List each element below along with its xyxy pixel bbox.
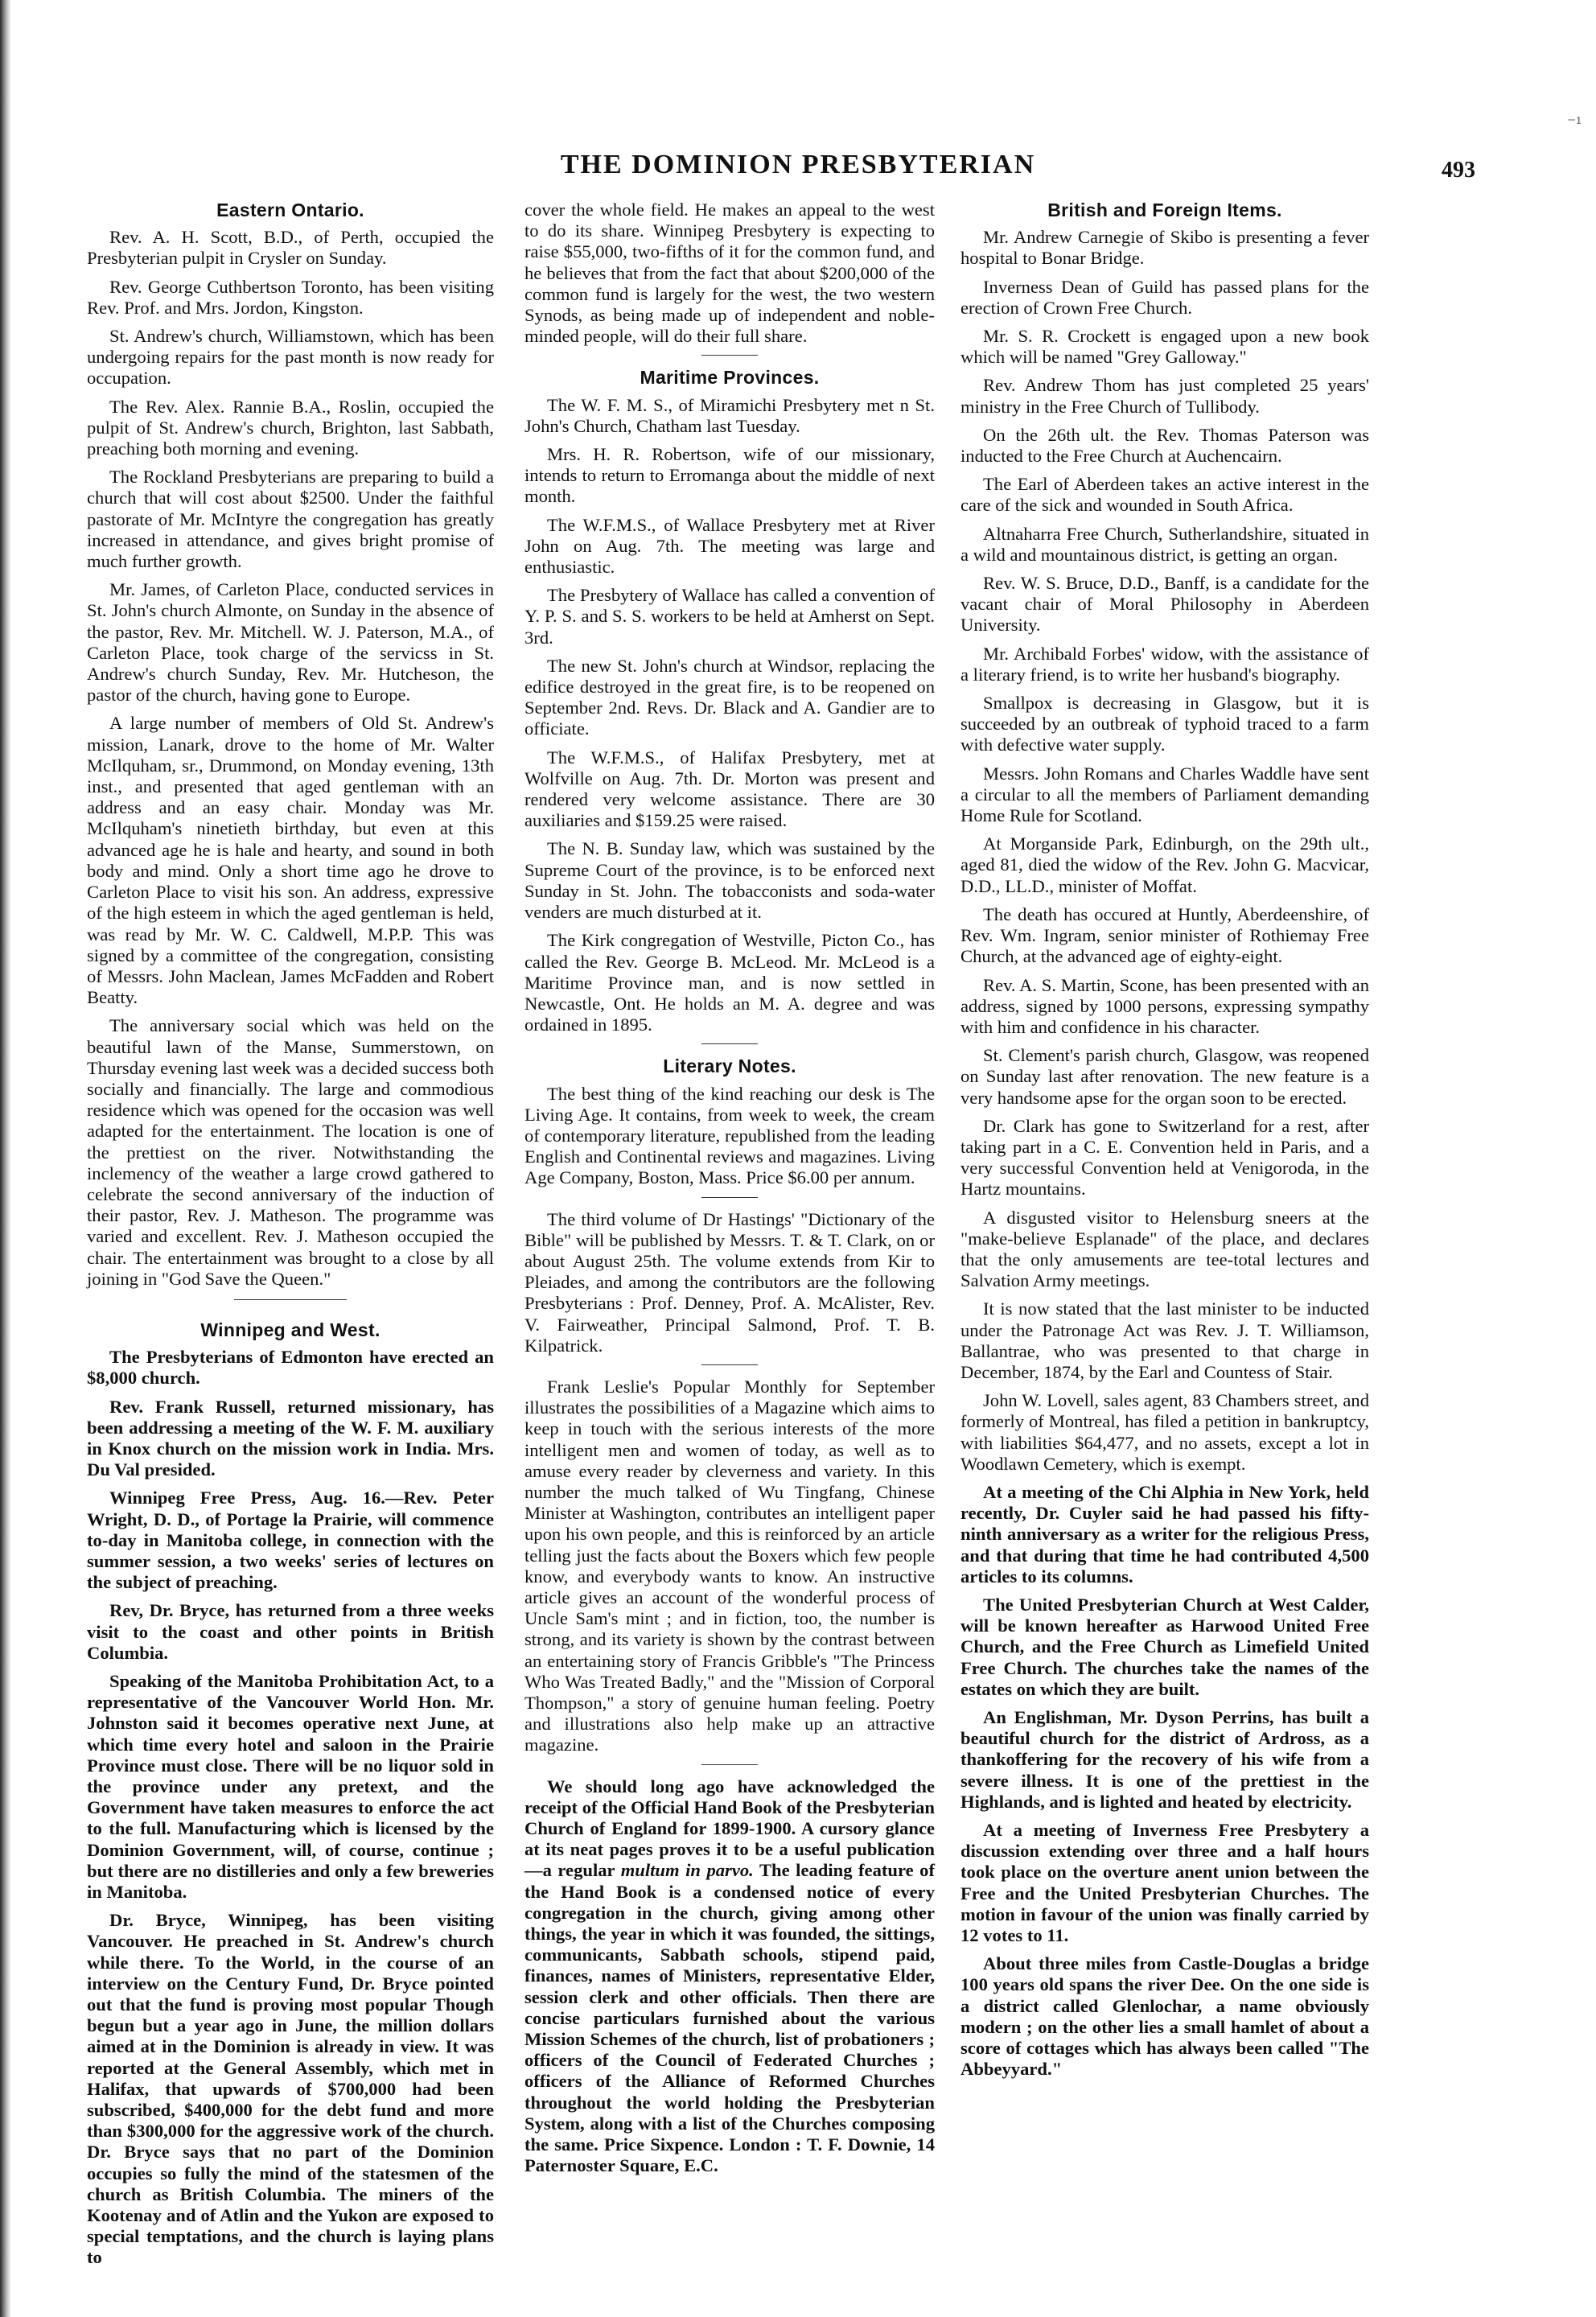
section-heading-winnipeg: Winnipeg and West. [200,1319,380,1340]
paragraph: Rev. W. S. Bruce, D.D., Banff, is a candidate for the vacant chair of Moral Philosophy in Aberdeen University. [960,573,1369,636]
latin-phrase: multum in parvo. [620,1860,754,1881]
paragraph: Rev, Dr. Bryce, has returned from a three weeks visit to the coast and other points in British Columbia. [87,1600,494,1663]
item-divider [701,1364,758,1365]
paragraph: The Presbyterians of Edmonton have erected an $8,000 church. [87,1347,494,1389]
column-middle [524,200,935,2183]
british-items-continued [960,1482,1369,2080]
section-heading-eastern-ontario: Eastern Ontario. [216,200,364,220]
paragraph-text: The leading feature of the Hand Book is a condensed notice of every congregation in the church, giving among other things, the year in which it was founded, the sittings, communicants, Sabbath schools, stipend paid, finances, names of Ministers, representative Elder, session clerk and other officials. Then there are concise particulars furnished about the various Mission Schemes of the church, list of probationers ; officers of the Council of Federated Churches ; officers of the Alliance of Reformed Churches throughout the world holding the Presbyterian System, along with a list of the Churches composing the same. Price Sixpence. London : T. F. Downie, 14 Paternoster Square, E.C. [524,1860,935,2176]
column-left [87,200,494,2276]
column-right [960,200,1369,2087]
paragraph: John W. Lovell, sales agent, 83 Chambers street, and formerly of Montreal, has filed a petition in bankruptcy, with liabilities $64,477, and no assets, except a lot in Woodlawn Cemetery, which is exempt. [960,1390,1369,1474]
paragraph: The third volume of Dr Hastings' "Dictionary of the Bible" will be published by Messrs. T. & T. Clark, on or about August 25th. The volume extends from Kir to Pleiades, and among the contributors are the following Presbyterians : Prof. Denney, Prof. A. McAlister, Rev. V. Fairweather, Principal Salmond, Prof. T. B. Kilpatrick. [524,1208,935,1356]
paragraph: At a meeting of Inverness Free Presbytery a discussion extending over three and a half hours took place on the overture anent union between the Free and the United Presbyterian Churches. The motion in favour of the union was finally carried by 12 votes to 11. [960,1820,1369,1946]
paragraph: The United Presbyterian Church at West Calder, will be known hereafter as Harwood United Free Church, and the Free Church as Limefield United Free Church. The churches take the names of the estates on which they are built. [960,1594,1369,1699]
paragraph: Mr. S. R. Crockett is engaged upon a new book which will be named "Grey Galloway." [960,326,1369,368]
item-divider [701,1197,758,1198]
running-title: THE DOMINION PRESBYTERIAN [560,150,1036,179]
paragraph: On the 26th ult. the Rev. Thomas Paterson was inducted to the Free Church at Auchencairn. [960,424,1369,467]
paragraph [524,1776,935,2177]
paragraph: The Earl of Aberdeen takes an active interest in the care of the sick and wounded in South Africa. [960,474,1369,516]
paragraph: Frank Leslie's Popular Monthly for September illustrates the possibilities of a Magazine which aims to keep in touch with the serious interests of the more intelligent men and women of today, as well as to amuse every reader by cleverness and variety. In this number the much talked of Wu Tingfang, Chinese Minister at Washington, contributes an intelligent paper upon his own people, and this is reinforced by an article telling just the facts about the Boxers which few people know, and everybody wants to know. An instructive article gives an account of the wonderful process of Uncle Sam's mint ; and in fiction, too, the number is strong, and its variety is shown by the contrast between an entertaining story of Francis Gribble's "The Princess Who Was Treated Badly," and the "Mission of Corporal Thompson," a story of genuine human feeling. Poetry and illustrations also help make up an attractive magazine. [524,1376,935,1755]
winnipeg-section [87,1319,494,2269]
paragraph: The Kirk congregation of Westville, Picton Co., has called the Rev. George B. McLeod. Mr. McLeod is a Maritime Province man, and is now settled in Newcastle, Ont. He holds an M. A. degree and was ordained in 1895. [524,930,935,1035]
paragraph: Rev. A. H. Scott, B.D., of Perth, occupied the Presbyterian pulpit in Crysler on Sunday. [87,227,494,269]
section-heading-british: British and Foreign Items. [1047,200,1282,220]
paragraph: Altnaharra Free Church, Sutherlandshire, situated in a wild and mountainous district, is getting an organ. [960,523,1369,565]
paragraph-continued: cover the whole field. He makes an appeal to the west to do its share. Winnipeg Presbytery is expecting to raise $55,000, two-fifths of it for the common fund, and he believes that from the fact that about $200,000 of the common fund is largely for the west, the two western Synods, as being made up of independent and noble-minded people, will do their full share. [524,200,935,347]
paragraph: Winnipeg Free Press, Aug. 16.—Rev. Peter Wright, D. D., of Portage la Prairie, will commence to-day in Manitoba college, in connection with the summer session, a two weeks' series of lectures on the subject of preaching. [87,1488,494,1593]
item-divider [701,1764,758,1765]
paragraph: A disgusted visitor to Helensburg sneers at the "make-believe Esplanade" of the place, and declares that the only amusements are tee-total lectures and Salvation Army meetings. [960,1207,1369,1291]
paragraph: A large number of members of Old St. Andrew's mission, Lanark, drove to the home of Mr. Walter McIlquham, sr., Drummond, on Monday evening, 13th inst., and presented that aged gentleman with an address and an easy chair. Monday was Mr. McIlquham's ninetieth birthday, but even at this advanced age he is hale and hearty, and sound in both body and mind. Only a short time ago he drove to Carleton Place to visit his son. An address, expressive of the high esteem in which the aged gentleman is held, was read by Mr. W. C. Caldwell, M.P.P. This was signed by a committee of the congregation, consisting of Messrs. John Maclean, James McFadden and Robert Beatty. [87,713,494,1008]
corner-marks: ⁻¹ [1566,113,1582,133]
page-edge-shadow [0,0,11,2317]
paragraph: The W.F.M.S., of Halifax Presbytery, met at Wolfville on Aug. 7th. Dr. Morton was present and rendered very welcome assistance. There are 30 auxiliaries and $159.25 were raised. [524,747,935,831]
paragraph: St. Clement's parish church, Glasgow, was reopened on Sunday last after renovation. The new feature is a very handsome apse for the organ soon to be erected. [960,1045,1369,1108]
paragraph: The W. F. M. S., of Miramichi Presbytery met n St. John's Church, Chatham last Tuesday. [524,394,935,436]
paragraph: Mr. Andrew Carnegie of Skibo is presenting a fever hospital to Bonar Bridge. [960,227,1369,269]
paragraph: At Morganside Park, Edinburgh, on the 29th ult., aged 81, died the widow of the Rev. John G. Macvicar, D.D., LL.D., minister of Moffat. [960,833,1369,896]
paragraph: The best thing of the kind reaching our desk is The Living Age. It contains, from week to week, the cream of contemporary literature, republished from the leading English and Continental reviews and magazines. Living Age Company, Boston, Mass. Price $6.00 per annum. [524,1083,935,1188]
paragraph: Speaking of the Manitoba Prohibitation Act, to a representative of the Vancouver World Hon. Mr. Johnston said it becomes operative next June, at which time every hotel and saloon in the Prairie Province must close. There will be no liquor sold in the province under any pretext, and the Government have taken measures to enforce the act to the full. Manufacturing which is licensed by the Dominion Government, will, of course, continue ; but there are no distilleries and only a few breweries in Manitoba. [87,1671,494,1903]
handbook-notice [524,1776,935,2177]
paragraph: Dr. Bryce, Winnipeg, has been visiting Vancouver. He preached in St. Andrew's church while there. To the World, in the course of an interview on the Century Fund, Dr. Bryce pointed out that the fund is proving most popular Though begun but a year ago in June, the million dollars aimed at in the Dominion is already in view. It was reported at the General Assembly, which met in Halifax, that upwards of $700,000 had been subscribed, $400,000 for the debt fund and more than $300,000 for the aggressive work of the church. Dr. Bryce says that no part of the Dominion occupies so fully the mind of the statesmen of the church as British Columbia. The miners of the Kootenay and of Atlin and the Yukon are exposed to special temptations, and the church is laying plans to [87,1910,494,2268]
page-number: 493 [1442,158,1475,183]
paragraph: Mr. James, of Carleton Place, conducted services in St. John's church Almonte, on Sunday in the absence of the pastor, Rev. Mr. Mitchell. W. J. Paterson, M.A., of Carleton Place, took charge of the servicss in St. Andrew's church Sunday, Rev. Mr. Hutcheson, the pastor of the church, having gone to Europe. [87,579,494,706]
section-divider [701,355,758,356]
section-divider [701,1043,758,1044]
paragraph: Rev. George Cuthbertson Toronto, has been visiting Rev. Prof. and Mrs. Jordon, Kingston. [87,276,494,318]
paragraph: Dr. Clark has gone to Switzerland for a rest, after taking part in a C. E. Convention held in Paris, and a very successful Convention held at Venigoroda, in the Hartz mountains. [960,1115,1369,1200]
paragraph: Inverness Dean of Guild has passed plans for the erection of Crown Free Church. [960,276,1369,318]
paragraph: St. Andrew's church, Williamstown, which has been undergoing repairs for the past month is now ready for occupation. [87,326,494,389]
paragraph: It is now stated that the last minister to be inducted under the Patronage Act was Rev. J. T. Williamson, Ballantrae, who was presented to that charge in December, 1874, by the Earl and Countess of Stair. [960,1298,1369,1382]
paragraph: At a meeting of the Chi Alphia in New York, held recently, Dr. Cuyler said he had passed his fifty-ninth anniversary as a writer for the religious Press, and that during that time he had contributed 4,500 articles to its columns. [960,1481,1369,1587]
paragraph: Messrs. John Romans and Charles Waddle have sent a circular to all the members of Parliament demanding Home Rule for Scotland. [960,763,1369,826]
paragraph: Mr. Archibald Forbes' widow, with the assistance of a literary friend, is to write her husband's biography. [960,643,1369,685]
paragraph: About three miles from Castle-Douglas a bridge 100 years old spans the river Dee. On the one side is a district called Glenlochar, a name obviously modern ; on the other lies a small hamlet of about a score of cottages which has always been called "The Abbeyyard." [960,1953,1369,2080]
paragraph: Rev. Andrew Thom has just completed 25 years' ministry in the Free Church of Tullibody. [960,375,1369,417]
paragraph: Mrs. H. R. Robertson, wife of our missionary, intends to return to Erromanga about the middle of next month. [524,444,935,507]
paragraph: Rev. A. S. Martin, Scone, has been presented with an address, signed by 1000 persons, expressing sympathy with him and confidence in his character. [960,974,1369,1037]
paragraph: Rev. Frank Russell, returned missionary, has been addressing a meeting of the W. F. M. auxiliary in Knox church on the mission work in India. Mrs. Du Val presided. [87,1396,494,1480]
paragraph-text: We should long ago have acknowledged the receipt of the Official Hand Book of the Presbyterian Church of England for 1899-1900. A cursory glance at its neat pages proves it to be a useful publication—a regular [524,1776,935,1881]
paragraph: The anniversary social which was held on the beautiful lawn of the Manse, Summerstown, on Thursday evening last week was a decided success both socially and financially. The large and commodious residence which was opened for the occasion was well adapted for the entertainment. The location is one of the prettiest on the river. Notwithstanding the inclemency of the weather a large crowd gathered to celebrate the second anniversary of the induction of their pastor, Rev. J. Matheson. The programme was varied and excellent. Rev. J. Matheson occupied the chair. The entertainment was brought to a close by all joining in "God Save the Queen." [87,1015,494,1289]
paragraph: Smallpox is decreasing in Glasgow, but it is succeeded by an outbreak of typhoid traced to a farm with defective water supply. [960,693,1369,755]
section-heading-maritime: Maritime Provinces. [640,367,820,389]
paragraph: The Presbytery of Wallace has called a convention of Y. P. S. and S. S. workers to be held at Amherst on Sept. 3rd. [524,585,935,648]
section-divider [234,1299,347,1300]
paragraph: The W.F.M.S., of Wallace Presbytery met at River John on Aug. 7th. The meeting was large and enthusiastic. [524,514,935,578]
paragraph: The new St. John's church at Windsor, replacing the edifice destroyed in the great fire, is to be reopened on September 2nd. Revs. Dr. Black and A. Gandier are to officiate. [524,655,935,739]
paragraph: An Englishman, Mr. Dyson Perrins, has built a beautiful church for the district of Ardross, as a thankoffering for the recovery of his wife from a severe illness. It is one of the prettiest in the Highlands, and is lighted and heated by electricity. [960,1707,1369,1812]
paragraph: The Rockland Presbyterians are preparing to build a church that will cost about $2500. Under the faithful pastorate of Mr. McIntyre the congregation has greatly increased in attendance, and gives bright promise of much further growth. [87,467,494,572]
paragraph: The N. B. Sunday law, which was sustained by the Supreme Court of the province, is to be enforced next Sunday in St. John. The tobacconists and soda-water venders are much disturbed at it. [524,838,935,923]
paragraph: The death has occured at Huntly, Aberdeenshire, of Rev. Wm. Ingram, senior minister of Rothiemay Free Church, at the advanced age of eighty-eight. [960,903,1369,967]
paragraph: The Rev. Alex. Rannie B.A., Roslin, occupied the pulpit of St. Andrew's church, Brighton, last Sabbath, preaching both morning and evening. [87,396,494,459]
section-heading-literary: Literary Notes. [663,1056,796,1077]
